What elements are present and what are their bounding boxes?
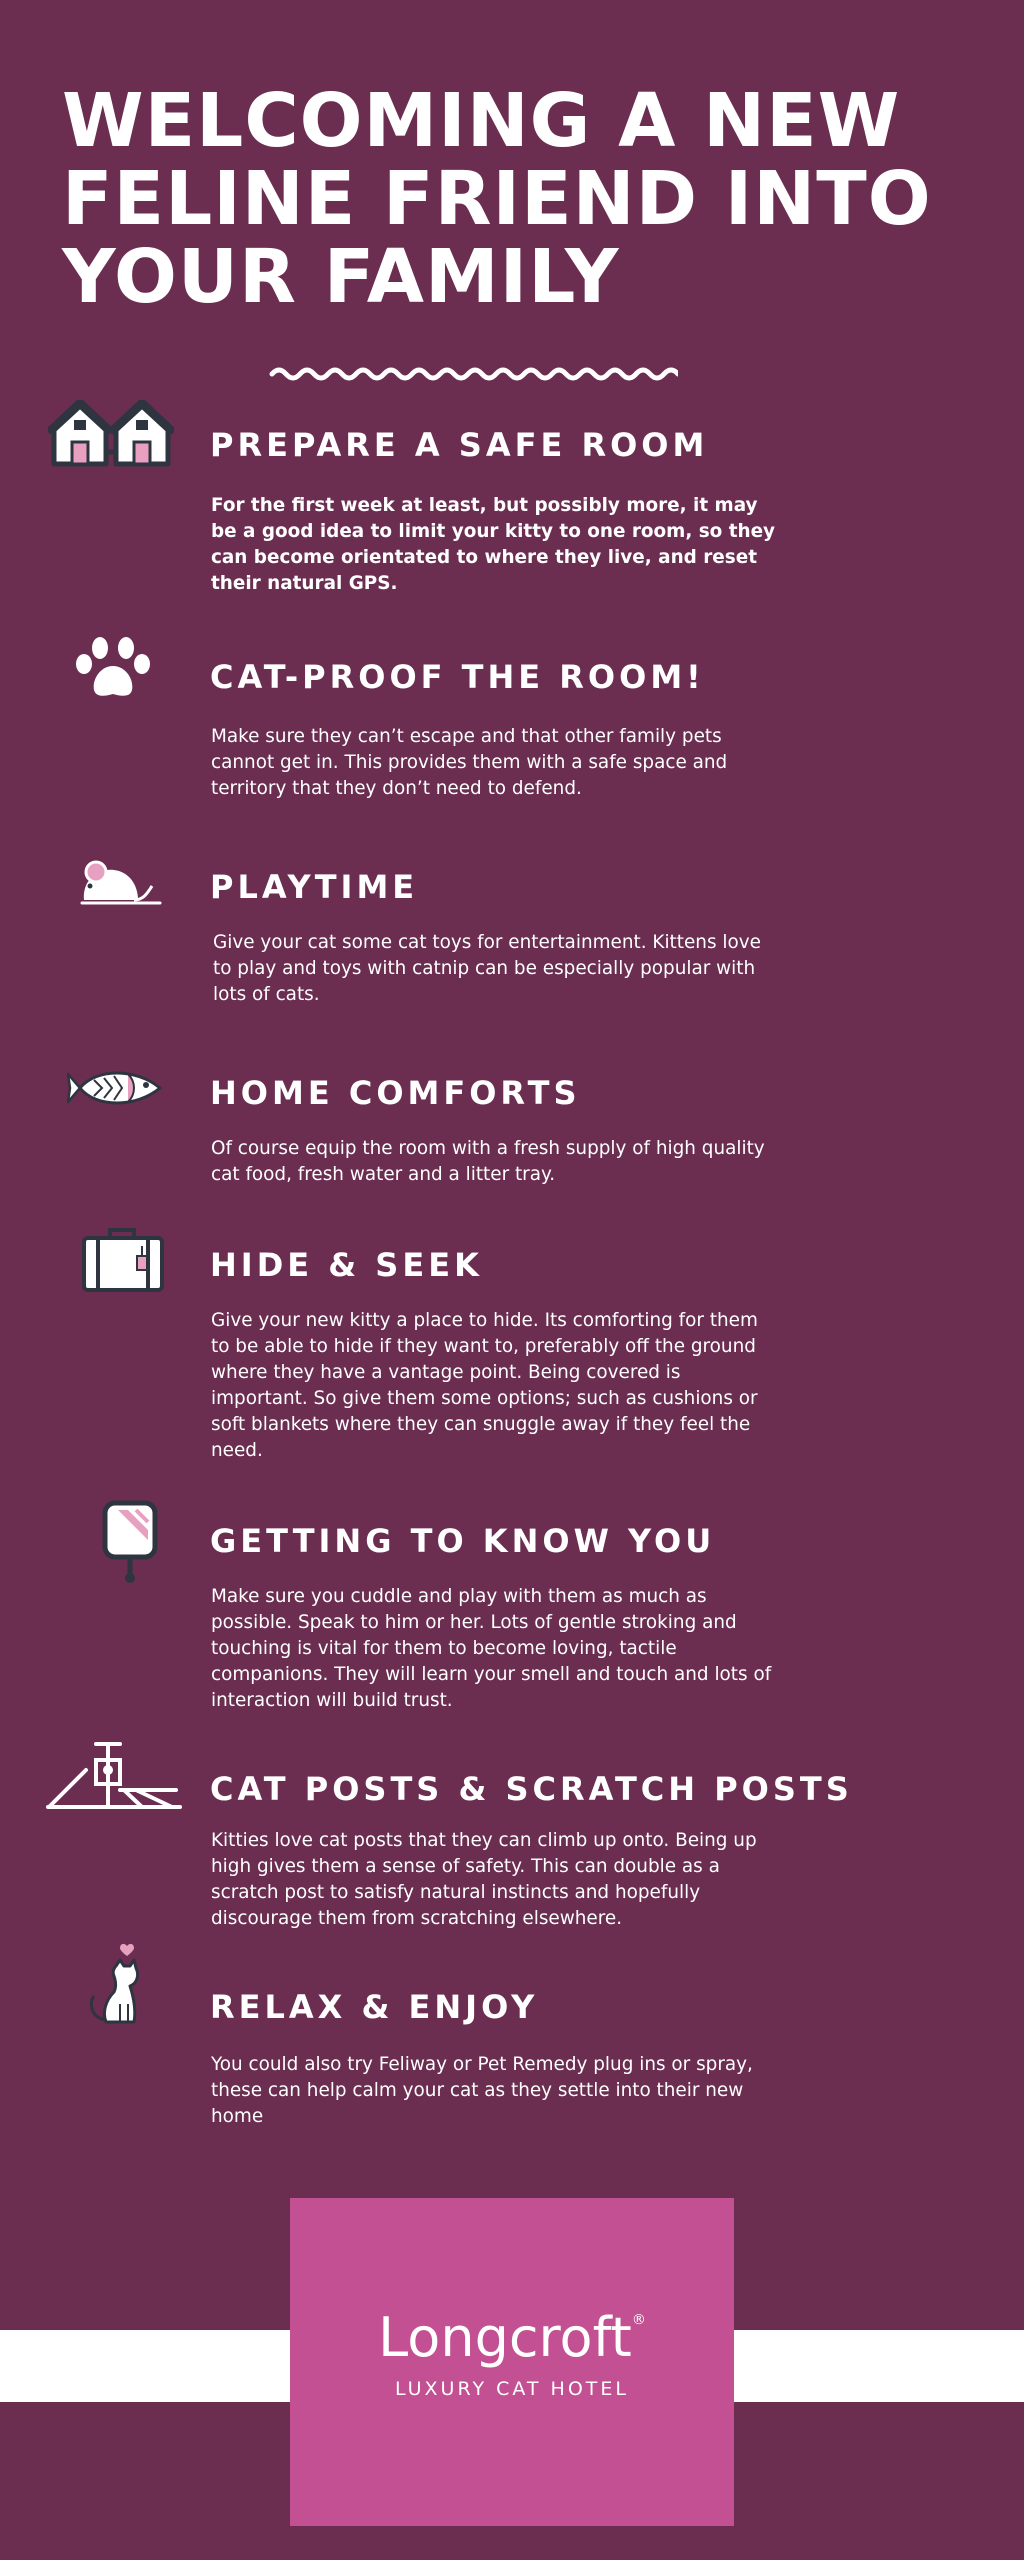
- section-body: Kitties love cat posts that they can climb up onto. Being up high gives them a sense of safety. This can double as a scratch post to satisfy natural instincts and hopefully discourage them from scratching elsewhere.: [211, 1830, 757, 1929]
- section-body: For the first week at least, but possibly more, it may be a good idea to limit your kitty to one room, so they can become orientated to where they live, and reset their natural GPS.: [211, 495, 776, 594]
- wavy-divider: [268, 362, 678, 386]
- fish-icon: [66, 1064, 166, 1112]
- section-title: PREPARE A SAFE ROOM: [210, 426, 709, 464]
- section-body: Make sure they can’t escape and that other family pets cannot get in. This provides them with a safe space and territory that they don’t need to defend.: [211, 726, 728, 799]
- mouse-icon: [78, 856, 162, 912]
- section-body: Of course equip the room with a fresh supply of high quality cat food, fresh water and a litter tray.: [211, 1138, 765, 1185]
- section-body: You could also try Feliway or Pet Remedy plug ins or spray, these can help calm your cat as they settle into their new home: [211, 2054, 753, 2127]
- registered-mark: ®: [631, 2312, 646, 2328]
- section-title: RELAX & ENJOY: [210, 1988, 539, 2026]
- logo-panel: [290, 2198, 734, 2526]
- section-body: Give your new kitty a place to hide. Its comforting for them to be able to hide if they want to, preferably off the ground where they have a vantage point. Being covered is important. So give them some options; such as cushions or soft blankets where they can snuggle away if they feel the need.: [211, 1310, 758, 1461]
- section-title: HIDE & SEEK: [210, 1246, 483, 1284]
- logo-tagline: LUXURY CAT HOTEL: [395, 2378, 629, 2400]
- section-title: HOME COMFORTS: [210, 1074, 581, 1112]
- mirror-icon: [102, 1500, 158, 1584]
- cat-icon: [84, 1942, 150, 2028]
- logo-name: Longcroft: [378, 2306, 632, 2369]
- section-body: Make sure you cuddle and play with them as much as possible. Speak to him or her. Lots of gentle stroking and touching is vital for them to become loving, tactile companions. They will learn your smell and touch and lots of interaction will build trust.: [211, 1586, 772, 1711]
- paw-icon: [74, 636, 154, 700]
- houses-icon: [48, 400, 174, 468]
- section-body: Give your cat some cat toys for entertainment. Kittens love to play and toys with catnip can be especially popular with lots of cats.: [213, 932, 761, 1005]
- logo-wordmark: [290, 2306, 734, 2369]
- section-title: CAT POSTS & SCRATCH POSTS: [210, 1770, 853, 1808]
- section-title: PLAYTIME: [210, 868, 419, 906]
- section-title: GETTING TO KNOW YOU: [210, 1522, 716, 1560]
- section-title: CAT-PROOF THE ROOM!: [210, 658, 705, 696]
- suitcase-icon: [82, 1226, 164, 1292]
- page-title: WELCOMING A NEW FELINE FRIEND INTO YOUR FAMILY: [62, 78, 932, 320]
- cat-tree-icon: [46, 1740, 182, 1810]
